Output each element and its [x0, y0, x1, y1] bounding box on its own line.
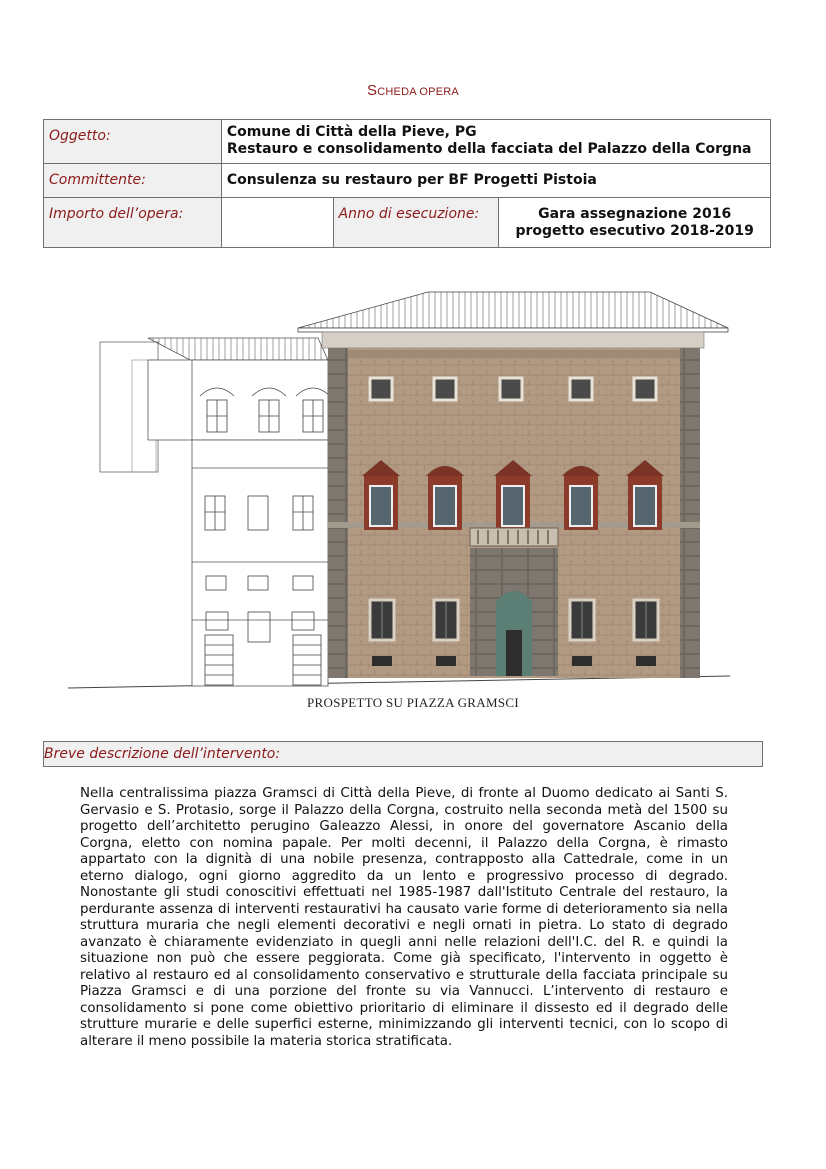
committente-value: Consulenza su restauro per BF Progetti Pistoia	[221, 164, 770, 198]
info-table	[43, 119, 771, 248]
importo-value	[221, 198, 333, 248]
oggetto-label: Oggetto:	[44, 120, 222, 164]
importo-label: Importo dell’opera:	[44, 198, 222, 248]
anno-line-1: Gara assegnazione 2016	[538, 206, 732, 222]
row-committente	[44, 164, 771, 198]
description-heading	[43, 741, 763, 767]
oggetto-value	[221, 120, 770, 164]
anno-value	[499, 198, 771, 248]
oggetto-line-2: Restauro e consolidamento della facciata del Palazzo della Corgna	[226, 141, 752, 157]
committente-label: Committente:	[44, 164, 222, 198]
row-importo	[44, 198, 771, 248]
facade-elevation-image	[60, 290, 740, 690]
page-title	[0, 82, 826, 99]
description-heading-text: Breve descrizione dell’intervento:	[44, 746, 281, 762]
title-rest: CHEDA OPERA	[377, 86, 459, 98]
anno-label: Anno di esecuzione:	[333, 198, 499, 248]
anno-line-2: progetto esecutivo 2018-2019	[515, 223, 754, 239]
oggetto-line-1: Comune di Città della Pieve, PG	[226, 124, 477, 140]
title-initial: S	[367, 82, 378, 99]
row-oggetto	[44, 120, 771, 164]
figure-caption: PROSPETTO SU PIAZZA GRAMSCI	[307, 695, 519, 710]
description-body: Nella centralissima piazza Gramsci di Città della Pieve, di fronte al Duomo dedicato ai Santi S. Gervasio e S. Protasio, sorge il Palazzo della Corgna, costruito nella seconda metà del 1500 su progetto dell’architetto perugino Galeazzo Alessi, in onore del governatore Ascanio della Corgna, eletto con nomina papale. Per molti decenni, il Palazzo della Corgna, è rimasto appartato con la dignità di una nobile presenza, contrapposto alla Cattedrale, come in un eterno dialogo, ogni giorno aggredito da un lento e progressivo processo di degrado. Nonostante gli studi conoscitivi effettuati nel 1985-1987 dall'Istituto Centrale del restauro, la perdurante assenza di interventi restaurativi ha causato varie forme di deterioramento sia nella struttura muraria che negli elementi decorativi e negli ornati in pietra. Lo stato di degrado avanzato è chiaramente evidenziato in quegli anni nelle relazioni dell'I.C. del R. e quindi la situazione non può che essere peggiorata. Come già specificato, l'intervento in oggetto è relativo al restauro ed al consolidamento conservativo e strutturale della facciata principale su Piazza Gramsci e di una porzione del fronte su via Vannucci. L’intervento di restauro e consolidamento si pone come obiettivo prioritario di eliminare il dissesto ed il degrado delle strutture murarie e delle superfici esterne, minimizzando gli interventi tecnici, con lo scopo di alterare il meno possibile la materia storica stratificata.	[80, 786, 728, 1049]
